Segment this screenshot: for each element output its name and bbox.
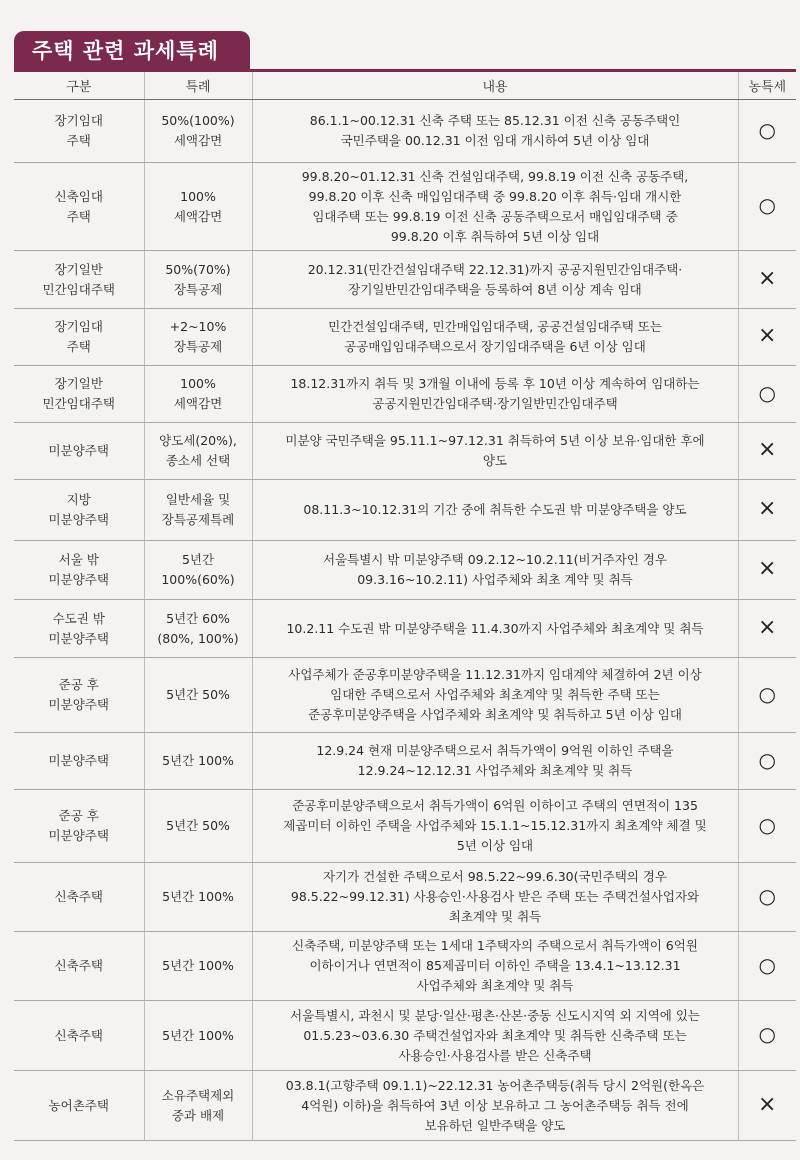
agri-tax-mark: ○ (758, 380, 776, 405)
table-row (14, 863, 796, 932)
row-benefit: 양도세(20%), 종소세 선택 (159, 433, 237, 468)
row-benefit: 100% 세액감면 (173, 188, 223, 224)
table-row (14, 790, 796, 863)
row-content: 03.8.1(고향주택 09.1.1)~22.12.31 농어촌주택등(취득 당시 2억원(한옥은 4억원) 이하)을 취득하여 3년 이상 보유하고 그 농어촌주택등 취득 전에 보유하던 일반주택을 양도 (285, 1077, 705, 1133)
row-category: 장기일반 민간임대주택 (42, 261, 115, 297)
agri-tax-mark: ○ (758, 117, 776, 142)
table-row (14, 309, 796, 366)
page-title: 주택 관련 과세특례 (14, 31, 250, 71)
row-benefit: 5년간 60% (80%, 100%) (157, 610, 239, 646)
row-content: 준공후미분양주택으로서 취득가액이 6억원 이하이고 주택의 연면적이 135 제곱미터 이하인 주택을 사업주체와 15.1.1~15.12.31까지 최초계약 체결 및 5년 이상 임대 (283, 798, 707, 853)
row-category: 신축주택 (54, 958, 103, 973)
row-content: 86.1.1~00.12.31 신축 주택 또는 85.12.31 이전 신축 공동주택인 국민주택을 00.12.31 이전 임대 개시하여 5년 이상 임대 (309, 113, 681, 148)
header-benefit: 특례 (144, 72, 252, 100)
row-content: 자기가 건설한 주택으로서 98.5.22~99.6.30(국민주택의 경우 98.5.22~99.12.31) 사용승인·사용검사 받은 주택 또는 주택건설사업자와 최초계약 및 취득 (290, 869, 700, 924)
row-content: 20.12.31(민간건설임대주택 22.12.31)까지 공공지원민간임대주택· 장기일반민간임대주택을 등록하여 8년 이상 계속 임대 (307, 261, 683, 297)
header-category: 구분 (14, 72, 144, 100)
header-content: 내용 (252, 72, 738, 100)
row-content: 서울특별시, 과천시 및 분당·일산·평촌·산본·중동 신도시지역 외 지역에 있는 01.5.23~03.6.30 주택건설업자와 최초계약 및 취득한 신축주택 또는 사용승인·사용검사를 받은 신축주택 (290, 1007, 700, 1063)
row-category: 미분양주택 (48, 753, 109, 768)
table-row (14, 480, 796, 541)
row-benefit: 소유주택제외 중과 배제 (161, 1087, 235, 1123)
agri-tax-mark: × (758, 496, 777, 521)
agri-tax-mark: × (758, 1091, 777, 1117)
row-benefit: 5년간 50% (166, 818, 230, 833)
row-category: 농어촌주택 (48, 1097, 109, 1113)
agri-tax-mark: ○ (758, 747, 776, 772)
row-content: 08.11.3~10.12.31의 기간 중에 취득한 수도권 밖 미분양주택을 양도 (303, 502, 687, 517)
table-row (14, 100, 796, 163)
row-category: 장기임대 주택 (54, 113, 103, 148)
tax-benefit-table (14, 72, 796, 1141)
table-row (14, 366, 796, 423)
agri-tax-mark: ○ (758, 952, 776, 977)
table-row (14, 541, 796, 600)
row-category: 장기임대 주택 (54, 319, 103, 354)
row-benefit: 5년간 100% (162, 889, 234, 904)
table-row (14, 733, 796, 790)
agri-tax-mark: × (758, 265, 777, 291)
agri-tax-mark: × (758, 323, 777, 348)
agri-tax-mark: ○ (758, 812, 776, 837)
table-row (14, 1001, 796, 1071)
row-benefit: 5년간 100% (162, 1027, 234, 1043)
row-content: 민간건설임대주택, 민간매입임대주택, 공공건설임대주택 또는 공공매입임대주택으로서 장기임대주택을 6년 이상 임대 (328, 319, 662, 354)
agri-tax-mark: ○ (758, 681, 776, 706)
row-content: 12.9.24 현재 미분양주택으로서 취득가액이 9억원 이하인 주택을 12.9.24~12.12.31 사업주체와 최초계약 및 취득 (316, 743, 674, 778)
row-category: 미분양주택 (48, 443, 109, 458)
row-benefit: 5년간 100% (162, 753, 234, 768)
table-row (14, 658, 796, 733)
row-content: 사업주체가 준공후미분양주택을 11.12.31까지 임대계약 체결하여 2년 이상 임대한 주택으로서 사업주체와 최초계약 및 취득한 주택 또는 준공후미분양주택을 사업주체와 최초계약 및 취득하고 5년 이상 임대 (288, 667, 702, 722)
row-benefit: 5년간 100%(60%) (161, 552, 235, 587)
table-row (14, 600, 796, 658)
row-content: 18.12.31까지 취득 및 3개월 이내에 등록 후 10년 이상 계속하여 임대하는 공공지원민간임대주택·장기일반민간임대주택 (290, 376, 700, 411)
row-benefit: 100% 세액감면 (173, 376, 223, 411)
row-benefit: 50%(70%) 장특공제 (165, 261, 231, 297)
row-content: 신축주택, 미분양주택 또는 1세대 1주택자의 주택으로서 취득가액이 6억원 이하이거나 연면적이 85제곱미터 이하인 주택을 13.4.1~13.12.31 사업주체와 최초계약 및 취득 (292, 938, 698, 993)
row-category: 신축주택 (54, 1027, 103, 1043)
row-benefit: 50%(100%) 세액감면 (161, 113, 235, 148)
row-content: 미분양 국민주택을 95.11.1~97.12.31 취득하여 5년 이상 보유·임대한 후에 양도 (285, 433, 705, 468)
table-row (14, 423, 796, 480)
row-benefit: 5년간 50% (166, 687, 230, 702)
table-row (14, 251, 796, 309)
row-content: 서울특별시 밖 미분양주택 09.2.12~10.2.11(비거주자인 경우 09.3.16~10.2.11) 사업주체와 최초 계약 및 취득 (322, 552, 668, 587)
table-header-row (14, 72, 796, 100)
table-row (14, 163, 796, 251)
row-category: 수도권 밖 미분양주택 (48, 610, 109, 646)
row-benefit: +2~10% 장특공제 (169, 319, 227, 354)
row-content: 99.8.20~01.12.31 신축 건설임대주택, 99.8.19 이전 신축 공동주택, 99.8.20 이후 신축 매입임대주택 중 99.8.20 이후 취득·임대 개시한 임대주택 또는 99.8.19 이전 신축 공동주택으로서 매입임대주택 중 99.8.20 이후 취득하여 5년 이상 임대 (301, 168, 689, 244)
row-benefit: 일반세율 및 장특공제특례 (161, 492, 235, 527)
agri-tax-mark: ○ (758, 1022, 776, 1046)
row-category: 신축임대 주택 (54, 188, 103, 224)
agri-tax-mark: × (758, 614, 777, 640)
header-agri-tax: 농특세 (738, 72, 796, 100)
table-row (14, 1071, 796, 1141)
row-category: 준공 후 미분양주택 (48, 677, 109, 712)
table-row (14, 932, 796, 1001)
agri-tax-mark: × (758, 556, 777, 581)
row-benefit: 5년간 100% (162, 958, 234, 973)
agri-tax-mark: ○ (758, 883, 776, 908)
row-category: 지방 미분양주택 (48, 492, 109, 527)
agri-tax-mark: × (758, 437, 777, 462)
row-content: 10.2.11 수도권 밖 미분양주택을 11.4.30까지 사업주체와 최초계약 및 취득 (286, 620, 704, 636)
row-category: 준공 후 미분양주택 (48, 808, 109, 843)
row-category: 서울 밖 미분양주택 (48, 552, 109, 587)
agri-tax-mark: ○ (758, 193, 776, 217)
row-category: 장기일반 민간임대주택 (42, 376, 115, 411)
row-category: 신축주택 (54, 889, 103, 904)
